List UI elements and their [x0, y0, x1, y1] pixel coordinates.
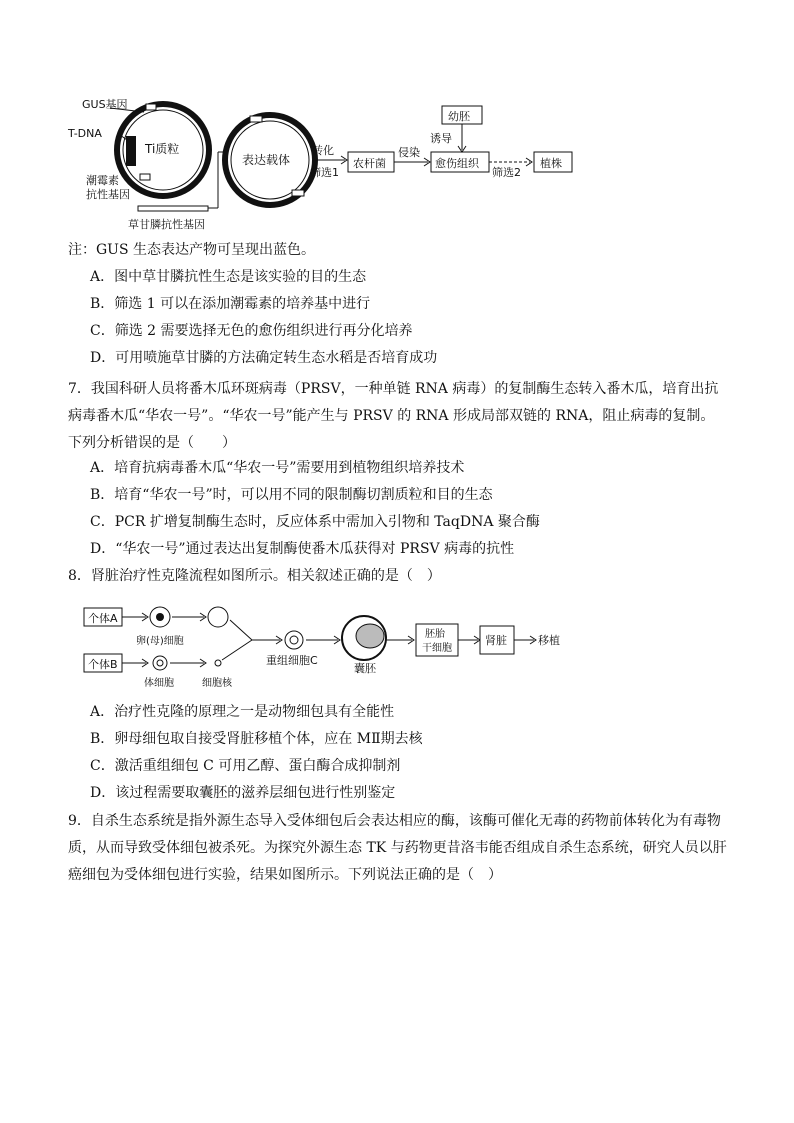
plant-label: 植株 — [540, 157, 562, 170]
cloning-flow-diagram — [80, 600, 600, 695]
kidney-label: 肾脏 — [485, 634, 507, 647]
somatic-cell-label: 体细胞 — [144, 678, 174, 689]
individual-b-label: 个体B — [88, 658, 118, 671]
q7-option-a[interactable]: A．培育抗病毒番木瓜“华农一号”需要用到植物组织培养技术 — [90, 460, 465, 476]
gus-gene-label: GUS基因 — [82, 98, 128, 111]
q8-option-b[interactable]: B．卵母细包取自接受肾脏移植个体，应在 MⅡ期去核 — [90, 731, 423, 747]
hyg-label-1: 潮霉素 — [86, 174, 119, 187]
es-cell-label-2: 干细胞 — [422, 643, 452, 654]
q6-option-b[interactable]: B．筛选 1 可以在添加潮霉素的培养基中进行 — [90, 296, 371, 312]
q9-stem: 9．自杀生态系统是指外源生态导入受体细包后会表达相应的酶，该酶可催化无毒的药物前体转化为有毒物质，从而导致受体细包被杀死。为探究外源生态 TK 与药物更昔洛韦能否组成自杀生态系统，研究人员以肝癌细包为受体细包进行实验，结果如图所示。下列说法正确的是（ ） — [68, 813, 727, 883]
q8-option-d[interactable]: D．该过程需要取囊胚的滋养层细包进行性别鉴定 — [90, 785, 396, 801]
q6-note: 注：GUS 生态表达产物可呈现出蓝色。 — [68, 242, 316, 258]
glyphosate-gene-label: 草甘膦抗性基因 — [128, 218, 205, 231]
screen2-label: 筛选2 — [492, 166, 521, 179]
q7-stem: 7．我国科研人员将番木瓜环斑病毒（PRSV，一种单链 RNA 病毒）的复制酶生态转入番木瓜，培育出抗病毒番木瓜“华农一号”。“华农一号”能产生与 PRSV 的 RNA 形成局部双链的 RNA，阻止病毒的复制。下列分析错误的是（ ） — [68, 381, 719, 451]
embryo-label: 幼胚 — [448, 110, 470, 123]
q7-option-b[interactable]: B．培育“华农一号”时，可以用不同的限制酶切割质粒和目的生态 — [90, 487, 493, 503]
blastocyst-label: 囊胚 — [354, 662, 376, 675]
agrobacterium-label: 农杆菌 — [353, 157, 386, 170]
ti-plasmid-label: Ti质粒 — [145, 142, 180, 156]
transgenic-flow-diagram — [60, 90, 580, 235]
egg-cell-label: 卵(母)细胞 — [136, 636, 184, 647]
q8-option-c[interactable]: C．激活重组细包 C 可用乙醇、蛋白酶合成抑制剂 — [90, 758, 401, 774]
q6-option-c[interactable]: C．筛选 2 需要选择无色的愈伤组织进行再分化培养 — [90, 323, 413, 339]
individual-a-label: 个体A — [88, 612, 118, 625]
nucleus-label: 细胞核 — [202, 678, 232, 689]
screen1-label: 筛选1 — [310, 166, 339, 179]
expression-vector-label: 表达载体 — [242, 153, 291, 167]
transform-label: 转化 — [312, 144, 334, 157]
q8-stem: 8．肾脏治疗性克隆流程如图所示。相关叙述正确的是（ ） — [68, 568, 441, 584]
q8-option-a[interactable]: A．治疗性克隆的原理之一是动物细包具有全能性 — [90, 704, 395, 720]
recombinant-cell-label: 重组细胞C — [266, 654, 318, 667]
q7-option-d[interactable]: D．“华农一号”通过表达出复制酶使番木瓜获得对 PRSV 病毒的抗性 — [90, 541, 515, 557]
q6-option-a[interactable]: A．图中草甘膦抗性生态是该实验的目的生态 — [90, 269, 367, 285]
q6-option-d[interactable]: D．可用喷施草甘膦的方法确定转生态水稻是否培育成功 — [90, 350, 438, 366]
hyg-label-2: 抗性基因 — [86, 188, 130, 201]
q7-option-c[interactable]: C．PCR 扩增复制酶生态时，反应体系中需加入引物和 TaqDNA 聚合酶 — [90, 514, 540, 530]
infect-label: 侵染 — [398, 146, 420, 159]
transplant-label: 移植 — [538, 634, 560, 647]
tdna-label: T-DNA — [68, 127, 102, 140]
induce-label: 诱导 — [430, 132, 452, 145]
es-cell-label-1: 胚胎 — [425, 629, 445, 640]
callus-label: 愈伤组织 — [435, 157, 479, 170]
